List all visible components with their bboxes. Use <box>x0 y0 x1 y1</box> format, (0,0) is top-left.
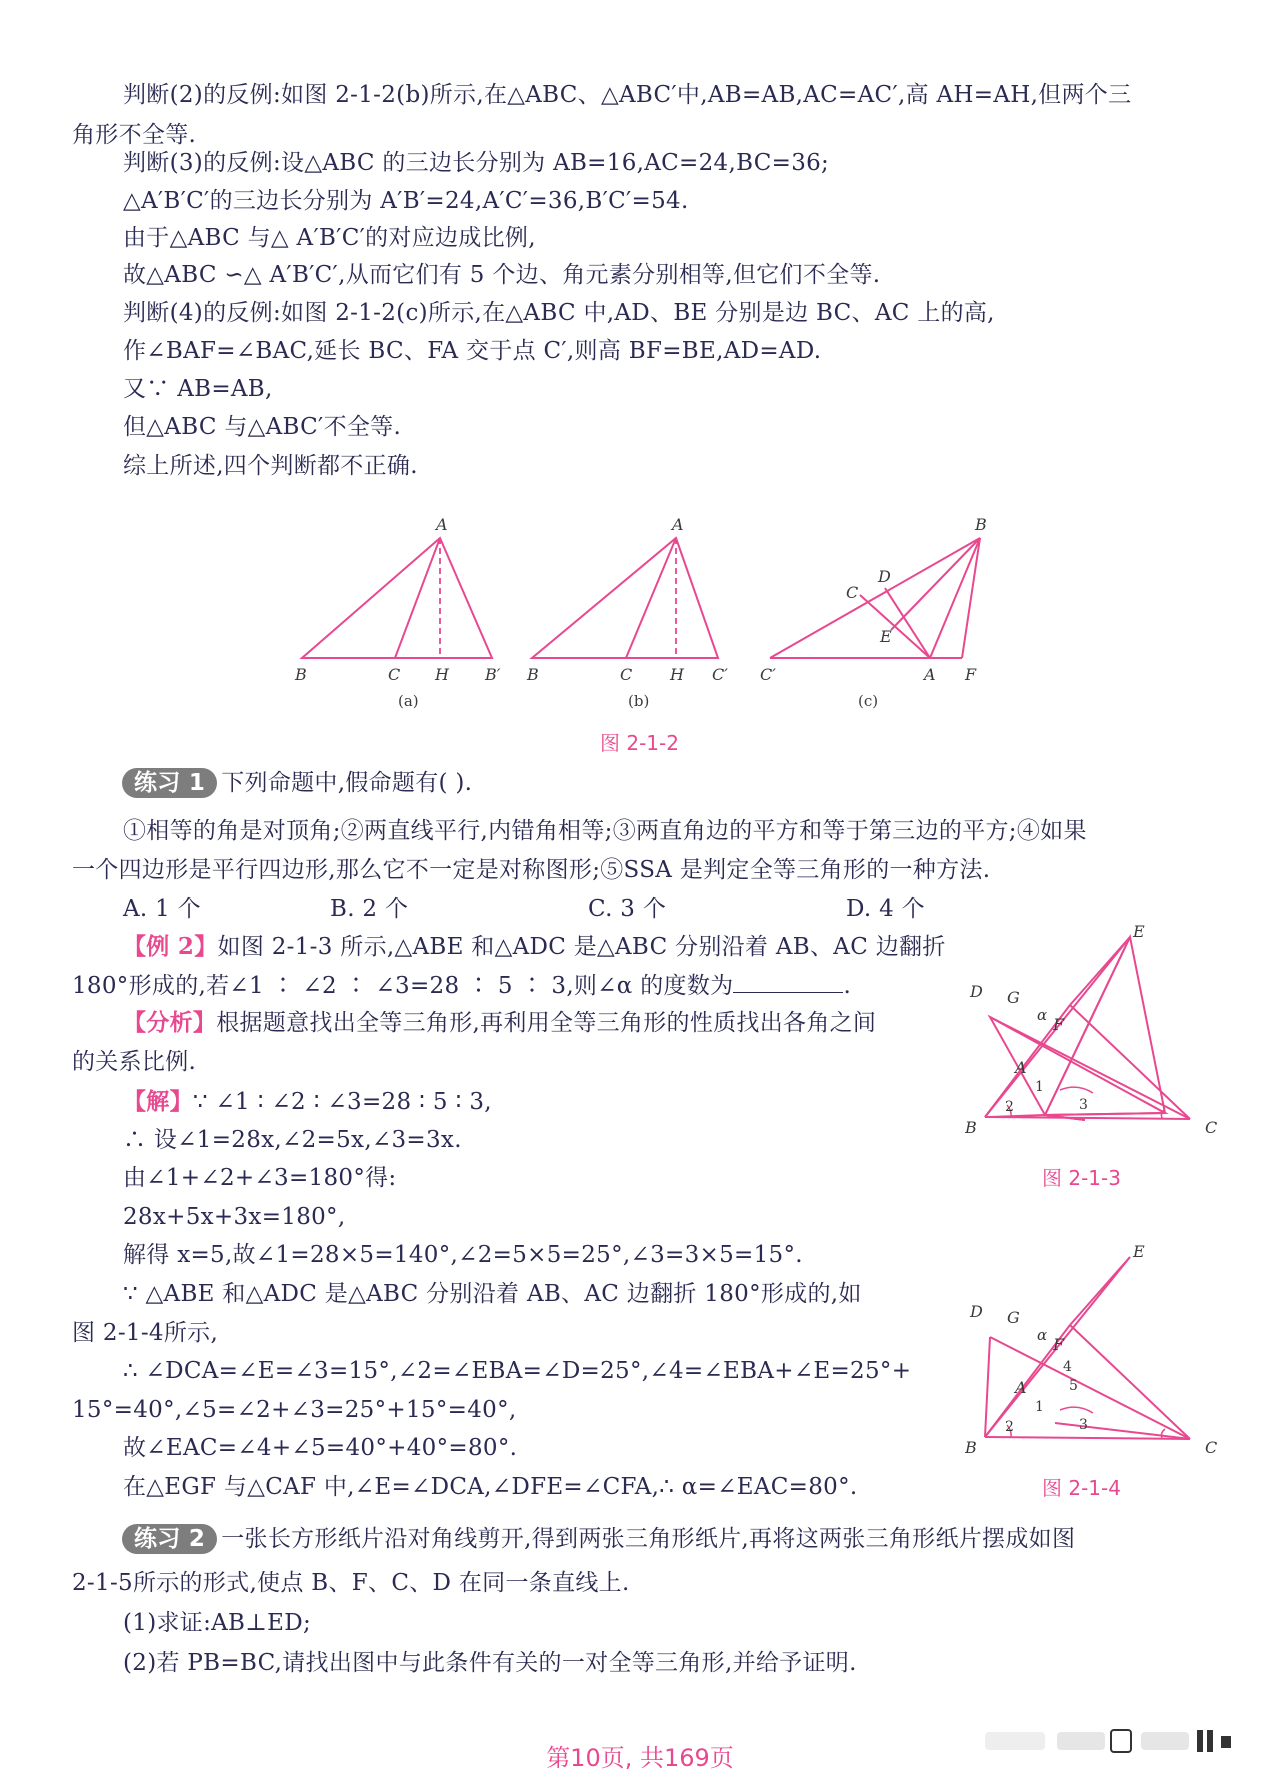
text-line: 180°形成的,若∠1 ∶ ∠2 ∶ ∠3=28 ∶ 5 ∶ 3,则∠α 的度数为 . <box>72 970 851 1001</box>
text-line: 在△EGF 与△CAF 中,∠E=∠DCA,∠DFE=∠CFA,∴ α=∠EAC=80°. <box>123 1474 858 1500</box>
example-label: 【例 2】 <box>123 933 218 960</box>
answer-blank <box>733 970 843 993</box>
label-D: D <box>970 1302 983 1321</box>
label-C: C <box>620 665 633 684</box>
label-A: A <box>672 515 684 534</box>
analysis-line: 【分析】根据题意找出全等三角形,再利用全等三角形的性质找出各角之间 <box>123 1009 877 1036</box>
practice-label: 练习 2 <box>122 1524 217 1554</box>
text-line: 角形不全等. <box>72 122 197 148</box>
figure-caption: 图 2-1-3 <box>1042 1166 1121 1190</box>
label-C: C <box>1205 1438 1218 1455</box>
figure-caption: 图 2-1-4 <box>1042 1476 1121 1500</box>
label-E: E <box>1133 1245 1145 1261</box>
text-line: 2-1-5所示的形式,使点 B、F、C、D 在同一条直线上. <box>72 1570 630 1596</box>
text-line: 判断(3)的反例:设△ABC 的三边长分别为 AB=16,AC=24,BC=36; <box>123 150 830 176</box>
angle-3: 3 <box>1079 1417 1088 1433</box>
subfigure-label: (a) <box>398 692 419 710</box>
text-line: 判断(4)的反例:如图 2-1-2(c)所示,在△ABC 中,AD、BE 分别是边 BC、AC 上的高, <box>123 300 995 326</box>
page-indicator: 第10页, 共169页 <box>546 1744 734 1772</box>
angle-5: 5 <box>1069 1378 1078 1394</box>
text-line: 的关系比例. <box>72 1049 197 1075</box>
angle-1: 1 <box>1035 1399 1044 1415</box>
label-B: B <box>295 665 307 684</box>
solution-line: 【解】∵ ∠1 ∶ ∠2 ∶ ∠3=28 ∶ 5 ∶ 3, <box>123 1088 492 1115</box>
figure-2-1-2a <box>294 515 501 710</box>
label-D: D <box>878 567 891 586</box>
label-B: B <box>965 1438 977 1455</box>
figure-2-1-3 <box>965 925 1220 1135</box>
text-line: 作∠BAF=∠BAC,延长 BC、FA 交于点 C′,则高 BF=BE,AD=AD. <box>123 338 822 364</box>
text-line: 28x+5x+3x=180°, <box>123 1204 346 1230</box>
text-line: ∴ 设∠1=28x,∠2=5x,∠3=3x. <box>123 1127 462 1153</box>
text-line: 解得 x=5,故∠1=28×5=140°,∠2=5×5=25°,∠3=3×5=15°. <box>123 1242 803 1268</box>
label-C: C <box>388 665 401 684</box>
text-line: 又∵ AB=AB, <box>123 376 273 402</box>
label-A: A <box>436 515 448 534</box>
label-alpha: α <box>1037 1326 1048 1344</box>
label-F: F <box>965 665 977 684</box>
text-line: 由∠1+∠2+∠3=180°得: <box>123 1165 397 1191</box>
figure-2-1-2c <box>760 515 987 710</box>
analysis-label: 【分析】 <box>123 1009 217 1036</box>
subfigure-label: (c) <box>858 692 879 710</box>
label-F: F <box>1053 1015 1065 1034</box>
text-line: 综上所述,四个判断都不正确. <box>123 453 418 479</box>
text-line: 故∠EAC=∠4+∠5=40°+40°=80°. <box>123 1435 518 1461</box>
label-C-prime: C′ <box>760 665 776 684</box>
label-B: B <box>965 1118 977 1135</box>
label-C: C <box>846 583 859 602</box>
angle-1: 1 <box>1035 1079 1044 1095</box>
label-alpha: α <box>1037 1006 1048 1024</box>
figure-caption: 图 2-1-2 <box>600 731 679 755</box>
label-F: F <box>1053 1335 1065 1354</box>
solution-label: 【解】 <box>123 1088 193 1115</box>
text-line: ①相等的角是对顶角;②两直线平行,内错角相等;③两直角边的平方和等于第三边的平方;④如果 <box>123 818 1087 844</box>
option-c: C. 3 个 <box>588 896 667 922</box>
label-B: B <box>975 515 987 534</box>
text-line: △A′B′C′的三边长分别为 A′B′=24,A′C′=36,B′C′=54. <box>123 188 689 214</box>
text-line: (2)若 PB=BC,请找出图中与此条件有关的一对全等三角形,并给予证明. <box>123 1650 857 1676</box>
text-line: (1)求证:AB⊥ED; <box>123 1610 312 1636</box>
figure-2-1-2b <box>526 515 728 710</box>
label-A: A <box>1015 1058 1027 1077</box>
practice-label: 练习 1 <box>122 768 217 798</box>
label-C-prime: C′ <box>712 665 728 684</box>
label-H: H <box>435 665 449 684</box>
label-G: G <box>1007 988 1020 1007</box>
text-line: 判断(2)的反例:如图 2-1-2(b)所示,在△ABC、△ABC′中,AB=AB,AC=AC′,高 AH=AH,但两个三 <box>123 82 1132 108</box>
label-H: H <box>670 665 684 684</box>
subfigure-label: (b) <box>628 692 650 710</box>
label-E: E <box>1133 925 1145 941</box>
text-line: 但△ABC 与△ABC′不全等. <box>123 414 402 440</box>
example-2-stem: 【例 2】如图 2-1-3 所示,△ABE 和△ADC 是△ABC 分别沿着 AB、AC 边翻折 <box>123 933 946 960</box>
figure-2-1-2 <box>280 510 1000 710</box>
label-B: B <box>527 665 539 684</box>
angle-2: 2 <box>1005 1099 1014 1115</box>
practice-2-stem: 练习 2 一张长方形纸片沿对角线剪开,得到两张三角形纸片,再将这两张三角形纸片摆成如图 <box>122 1524 1075 1554</box>
label-G: G <box>1007 1308 1020 1327</box>
label-C: C <box>1205 1118 1218 1135</box>
label-A: A <box>1015 1378 1027 1397</box>
text-line: 由于△ABC 与△ A′B′C′的对应边成比例, <box>123 225 536 251</box>
angle-3: 3 <box>1079 1097 1088 1113</box>
practice-1-stem: 练习 1 下列命题中,假命题有( ). <box>122 768 472 798</box>
text-line: ∵ △ABE 和△ADC 是△ABC 分别沿着 AB、AC 边翻折 180°形成的,如 <box>123 1281 862 1307</box>
option-a: A. 1 个 <box>123 896 201 922</box>
angle-2: 2 <box>1005 1419 1014 1435</box>
label-E: E <box>880 627 892 646</box>
label-B-prime: B′ <box>485 665 501 684</box>
text-line: 故△ABC ∽△ A′B′C′,从而它们有 5 个边、角元素分别相等,但它们不全等. <box>123 262 881 288</box>
text-line: ∴ ∠DCA=∠E=∠3=15°,∠2=∠EBA=∠D=25°,∠4=∠EBA+∠E=25°+ <box>123 1358 912 1384</box>
label-D: D <box>970 982 983 1001</box>
option-b: B. 2 个 <box>330 896 409 922</box>
text-line: 一个四边形是平行四边形,那么它不一定是对称图形;⑤SSA 是判定全等三角形的一种方法. <box>72 857 991 883</box>
angle-4: 4 <box>1063 1359 1072 1375</box>
figure-2-1-4 <box>965 1245 1220 1455</box>
option-d: D. 4 个 <box>846 896 925 922</box>
text-line: 15°=40°,∠5=∠2+∠3=25°+15°=40°, <box>72 1397 517 1423</box>
text-line: 图 2-1-4所示, <box>72 1320 219 1346</box>
label-A: A <box>924 665 936 684</box>
